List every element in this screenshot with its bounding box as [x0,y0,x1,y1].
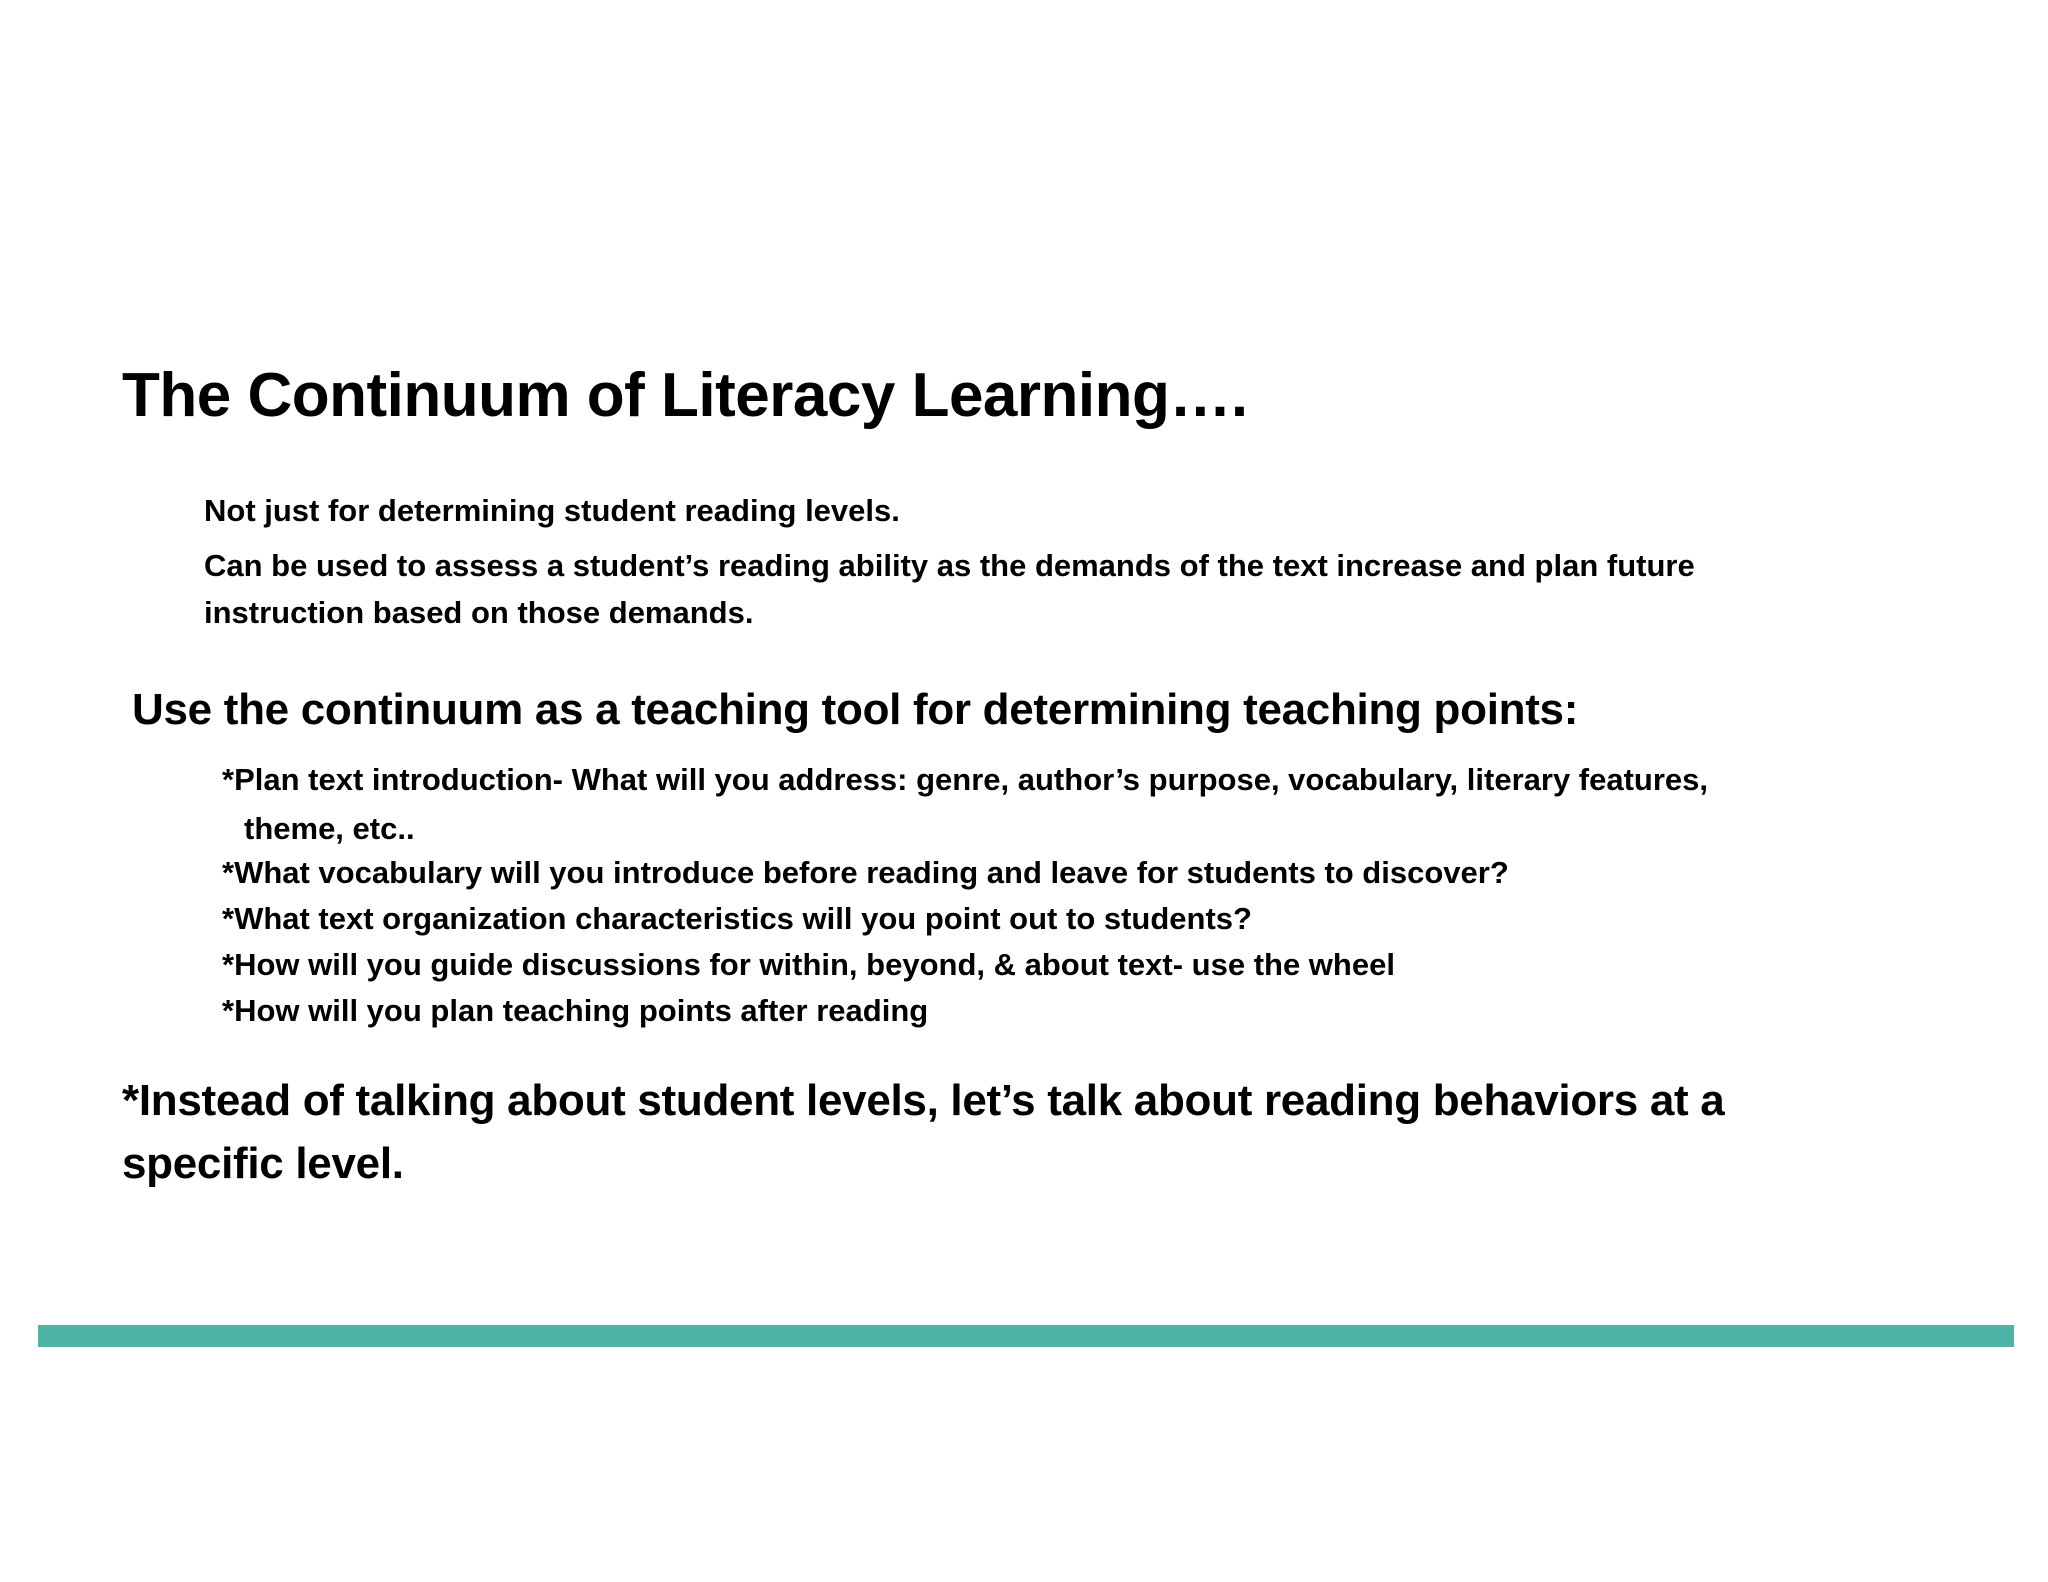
section-heading: Use the continuum as a teaching tool for determining teaching points: [132,685,1579,734]
teaching-point: *What vocabulary will you introduce before reading and leave for students to discover? [222,855,1509,890]
teaching-point: *How will you guide discussions for within, beyond, & about text- use the wheel [222,947,1395,982]
closing-statement: *Instead of talking about student levels, let’s talk about reading behaviors at a [122,1076,1725,1125]
slide-title: The Continuum of Literacy Learning…. [122,361,1248,430]
teaching-point-continuation: theme, etc.. [244,811,415,846]
teaching-point: *Plan text introduction- What will you address: genre, author’s purpose, vocabulary, literary features, [222,762,1709,797]
intro-line: Can be used to assess a student’s reading ability as the demands of the text increase and plan future [204,548,1695,583]
teaching-point: *What text organization characteristics will you point out to students? [222,901,1252,936]
intro-line: Not just for determining student reading levels. [204,493,900,528]
teaching-point: *How will you plan teaching points after reading [222,993,929,1028]
intro-line: instruction based on those demands. [204,595,754,630]
closing-statement: specific level. [122,1139,404,1188]
accent-divider-bar [38,1325,2014,1347]
